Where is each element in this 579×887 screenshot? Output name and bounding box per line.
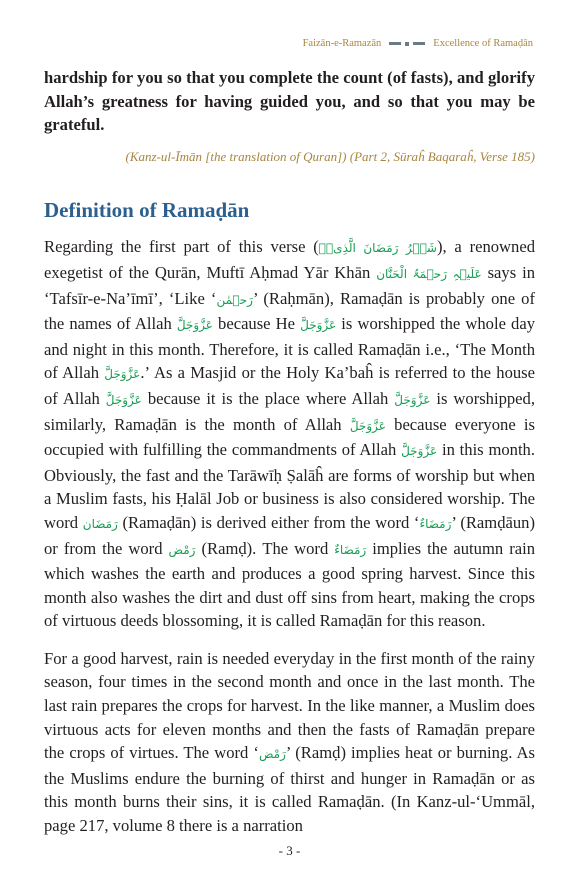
text-run: because everyone is occupied with fulfilling the commandments of Allah <box>44 414 535 460</box>
text-run: ’ (Raḥmān), Ramaḍān is probably one of the names of Allah <box>44 288 535 334</box>
verse-reference: (Kanz-ul-Īmān [the translation of Quran]) (Part 2, Sūraĥ Baqaraĥ, Verse 185) <box>125 148 535 164</box>
text-run: Regarding the first part of this verse ( <box>44 237 319 257</box>
arabic-phrase: عَزَّوَجَلَّ <box>349 418 386 433</box>
text-run: For a good harvest, rain is needed everyday in the first month of the rainy season, four times in the second month and once in the last month. The last rain prepares the crops for harvest. In the like manner, a Muslim does virtuous acts for eleven months and then the fasts of Ramaḍān prepare the crops of virtues. The word ‘ <box>44 648 535 763</box>
text-run: ), a renowned exegetist of the Qurān, Muftī Aḥmad Yār Khān <box>44 237 535 282</box>
text-run: because it is the place where Allah <box>141 388 395 408</box>
arabic-phrase: شَہۡرُ رَمَضَانَ الَّذِیۡۤ <box>318 241 437 256</box>
arabic-phrase: عَزَّوَجَلَّ <box>300 318 337 333</box>
arabic-phrase: رَمَضَان <box>82 516 118 531</box>
arabic-phrase: عَزَّوَجَلَّ <box>401 444 438 459</box>
arabic-phrase: عَزَّوَجَلَّ <box>105 392 142 407</box>
text-run: (Ramaḍān) is derived either from the word ‘ <box>117 512 420 532</box>
arabic-phrase: عَزَّوَجَلَّ <box>176 318 213 333</box>
section-heading: Definition of Ramaḍān <box>44 198 250 223</box>
text-run: in this month. Obviously, the fast and the Tarāwīḥ Ṣalāĥ are forms of worship but when a Muslim fasts, his Ḥalāl Job or business is also considered worship. The word <box>44 440 535 532</box>
book-title: Faizān-e-Ramazān <box>302 38 382 49</box>
arabic-phrase: رَمَضَاءٌ <box>419 516 452 531</box>
page-content <box>44 66 535 838</box>
text-run: is worshipped, similarly, Ramaḍān is the month of Allah <box>44 388 535 434</box>
text-run: because He <box>212 314 301 334</box>
text-run: is worshipped the whole day and night in this month. Therefore, it is called Ramaḍān i.e., ‘The Month of Allah <box>44 314 535 383</box>
paragraph-definition <box>44 235 535 633</box>
arabic-phrase: رَحۡمٰن <box>216 292 253 307</box>
text-run: (Ramḍ). The word <box>195 538 335 558</box>
paragraph-harvest <box>44 647 535 838</box>
header-separator-icon <box>389 42 425 46</box>
running-header <box>303 38 533 49</box>
arabic-phrase: عَزَّوَجَلَّ <box>394 392 431 407</box>
arabic-phrase: عَلَیۡہِ رَحۡمَۃُ الْحَنَّان <box>376 266 482 281</box>
text-run: ’ (Ramḍāun) or from the word <box>44 512 535 558</box>
arabic-phrase: رَمْض <box>168 542 196 557</box>
intro-paragraph: hardship for you so that you complete the count (of fasts), and glorify Allah’s greatness for having guided you, and so that you may be grateful. <box>44 68 535 135</box>
arabic-phrase: عَزَّوَجَلَّ <box>104 367 141 382</box>
chapter-title: Excellence of Ramaḍān <box>433 38 533 49</box>
text-run: ’ (Ramḍ) implies heat or burning. As the Muslims endure the burning of thirst and hunger in Ramaḍān or as this month burns their sins, it is called Ramaḍān. (In Kanz-ul-‘Ummāl, page 217, volume 8 there is a narration <box>44 743 535 836</box>
text-run: implies the autumn rain which washes the earth and produces a good spring harvest. Since this month also washes the dirt and dust off sins from heart, making the crops of virtuous deeds blossoming, it is called Ramaḍān for this reason. <box>44 538 535 631</box>
arabic-phrase: رَمْض <box>258 747 286 762</box>
text-run: says in ‘Tafsīr-e-Na’īmī’, ‘Like ‘ <box>44 262 536 308</box>
text-run: .’ As a Masjid or the Holy Ka’baĥ is referred to the house of Allah <box>44 363 535 408</box>
arabic-phrase: رَمَضَاءٌ <box>334 542 367 557</box>
page-number: - 3 - <box>278 843 301 858</box>
